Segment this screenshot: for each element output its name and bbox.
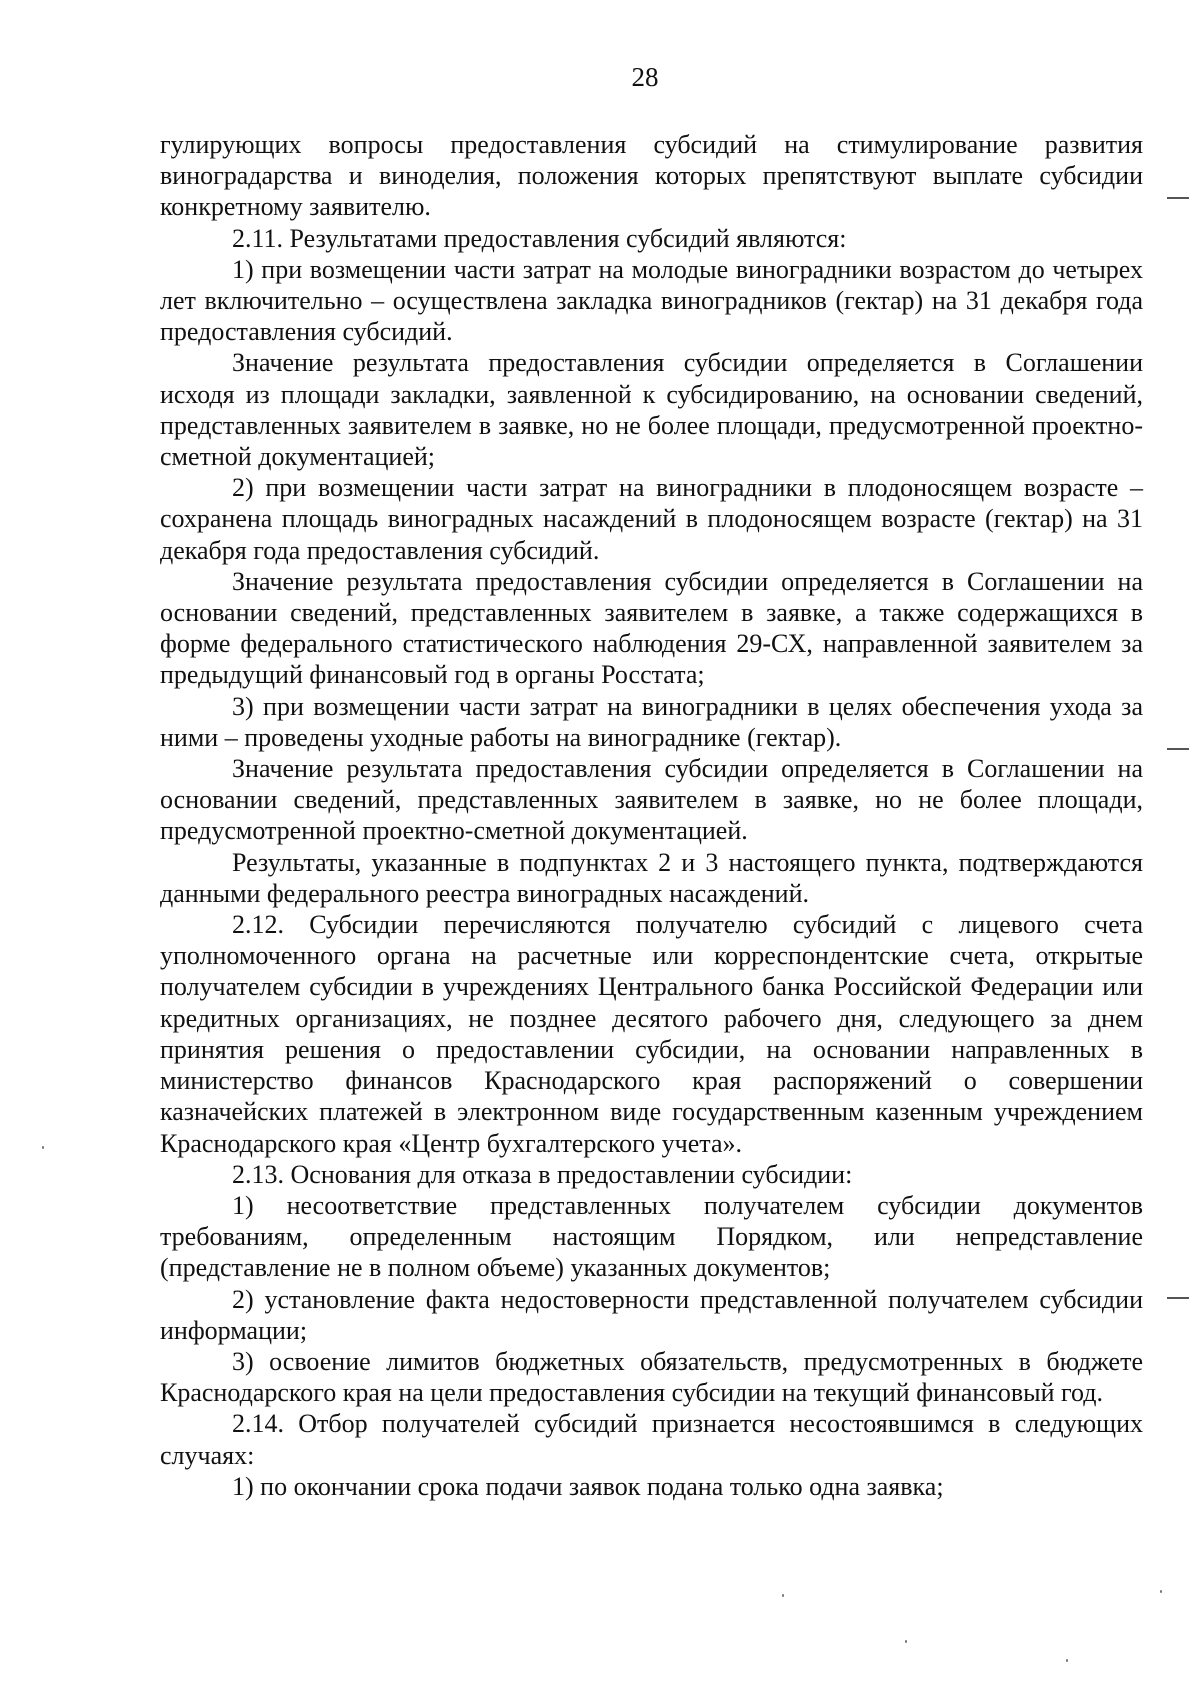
paragraph: 3) освоение лимитов бюджетных обязательств, предусмотренных в бюджете Краснодарского края на цели предоставления субсидии на текущий финансовый год. bbox=[160, 1346, 1143, 1408]
paragraph: 1) несоответствие представленных получателем субсидии документов требованиям, определенным настоящим Порядком, или непредставление (представление не в полном объеме) указанных документов; bbox=[160, 1190, 1143, 1283]
margin-mark bbox=[1167, 748, 1189, 750]
paragraph: 2.11. Результатами предоставления субсидий являются: bbox=[232, 223, 847, 253]
scan-speck bbox=[42, 1146, 44, 1149]
paragraph: 1) при возмещении части затрат на молодые виноградники возрастом до четырех лет включительно – осуществлена закладка виноградников (гектар) на 31 декабря года предоставления субсидий. bbox=[160, 254, 1143, 347]
scan-speck bbox=[905, 1640, 907, 1643]
paragraph: 2) установление факта недостоверности представленной получателем субсидии информации; bbox=[160, 1284, 1143, 1345]
paragraph: 2) при возмещении части затрат на виноградники в плодоносящем возрасте – сохранена площадь виноградных насаждений в плодоносящем возрасте (гектар) на 31 декабря года предоставления субсидий. bbox=[160, 473, 1143, 565]
paragraph: 1) по окончании срока подачи заявок подана только одна заявка; bbox=[232, 1471, 944, 1501]
paragraph: 2.14. Отбор получателей субсидий признается несостоявшимся в следующих случаях: bbox=[160, 1409, 1143, 1470]
paragraph: 3) при возмещении части затрат на виноградники в целях обеспечения ухода за ними – проведены уходные работы на винограднике (гектар). bbox=[160, 691, 1143, 752]
paragraph: Значение результата предоставления субсидии определяется в Соглашении на основании сведений, представленных заявителем в заявке, а также содержащихся в форме федерального статистического наблюдения 29-СХ, направленной заявителем за предыдущий финансовый год в органы Росстата; bbox=[160, 566, 1143, 690]
page-number: 28 bbox=[631, 62, 659, 92]
scan-speck bbox=[1160, 1590, 1162, 1593]
paragraph: 2.12. Субсидии перечисляются получателю субсидий с лицевого счета уполномоченного органа на расчетные или корреспондентские счета, открытые получателем субсидии в учреждениях Центрального банка Российской Федерации или кредитных организациях, не позднее десятого рабочего дня, следующего за днем принятия решения о предоставлении субсидии, на основании направленных в министерство финансов Краснодарского края распоряжений о совершении казначейских платежей в электронном виде государственным казенным учреждением Краснодарского края «Центр бухгалтерского учета». bbox=[160, 910, 1143, 1158]
scan-speck bbox=[1066, 1659, 1068, 1662]
paragraph: Результаты, указанные в подпунктах 2 и 3 настоящего пункта, подтверждаются данными федерального реестра виноградных насаждений. bbox=[160, 847, 1143, 908]
margin-mark bbox=[1167, 197, 1189, 199]
paragraph: Значение результата предоставления субсидии определяется в Соглашении исходя из площади закладки, заявленной к субсидированию, на основании сведений, представленных заявителем в заявке, но не более площади, предусмотренной проектно-сметной документацией; bbox=[160, 348, 1143, 472]
scan-speck bbox=[782, 1594, 784, 1597]
paragraph: гулирующих вопросы предоставления субсидий на стимулирование развития виноградарства и виноделия, положения которых препятствуют выплате субсидии конкретному заявителю. bbox=[160, 130, 1143, 222]
paragraph: Значение результата предоставления субсидии определяется в Соглашении на основании сведений, представленных заявителем в заявке, но не более площади, предусмотренной проектно-сметной документацией. bbox=[160, 754, 1143, 846]
margin-mark bbox=[1167, 1297, 1189, 1299]
paragraph: 2.13. Основания для отказа в предоставлении субсидии: bbox=[232, 1159, 853, 1189]
body-text bbox=[160, 129, 1143, 1502]
